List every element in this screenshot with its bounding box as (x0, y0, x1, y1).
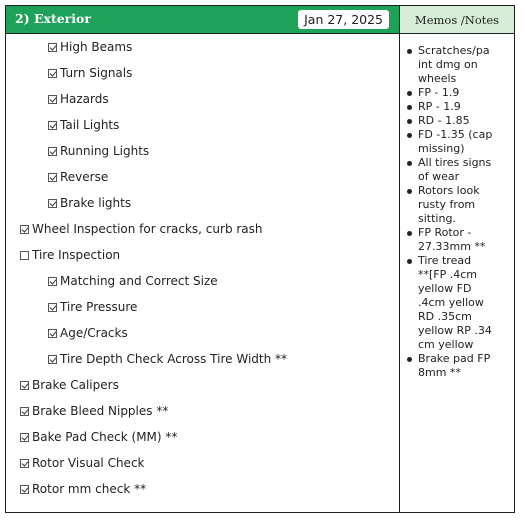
checklist-item-label: Tail Lights (60, 118, 120, 132)
note-line: Tire tread (418, 254, 472, 267)
note-line: int dmg on (418, 58, 478, 71)
checklist-item-label: Brake lights (60, 196, 132, 210)
note-line: FP Rotor - (418, 226, 472, 239)
checklist-item[interactable] (48, 40, 132, 54)
checked-checkbox[interactable] (48, 43, 57, 52)
note-item (418, 254, 510, 352)
note-line: of wear (418, 170, 460, 183)
checked-checkbox[interactable] (20, 381, 29, 390)
checklist-item[interactable] (48, 300, 137, 314)
memos-title: Memos /Notes (414, 12, 500, 27)
checklist-item[interactable] (20, 378, 119, 392)
checklist-item[interactable] (20, 222, 263, 236)
note-line: RP - 1.9 (418, 100, 461, 113)
note-line: cm yellow (418, 338, 474, 351)
checked-checkbox[interactable] (48, 173, 57, 182)
unchecked-checkbox[interactable] (20, 251, 29, 260)
checklist-item-label: Tire Depth Check Across Tire Width ** (60, 352, 288, 366)
note-line: FD -1.35 (cap (418, 128, 493, 141)
checked-checkbox[interactable] (48, 95, 57, 104)
checklist-item[interactable] (48, 118, 119, 132)
checked-checkbox[interactable] (20, 433, 29, 442)
checklist-item-label: Hazards (60, 92, 109, 106)
note-item (418, 100, 510, 114)
memos-header (400, 6, 514, 33)
note-item (418, 352, 510, 380)
checklist-item-label: Bake Pad Check (MM) ** (32, 430, 178, 444)
note-line: All tires signs (418, 156, 492, 169)
note-line: yellow RP .34 (418, 324, 492, 337)
checklist-item[interactable] (48, 144, 149, 158)
note-item (418, 86, 510, 100)
note-item (418, 226, 510, 254)
checklist-item[interactable] (20, 248, 120, 262)
section-header (6, 6, 400, 33)
checked-checkbox[interactable] (48, 199, 57, 208)
checked-checkbox[interactable] (48, 277, 57, 286)
checklist-item-label: Rotor Visual Check (32, 456, 145, 470)
checklist-item-label: Brake Bleed Nipples ** (32, 404, 169, 418)
checklist-item[interactable] (48, 326, 128, 340)
checklist-item[interactable] (48, 92, 109, 106)
note-line: sitting. (418, 212, 456, 225)
note-item (418, 156, 510, 184)
checklist-item-label: Running Lights (60, 144, 150, 158)
checklist-item[interactable] (20, 404, 168, 418)
checklist-item-label: Rotor mm check ** (32, 482, 147, 496)
checked-checkbox[interactable] (48, 329, 57, 338)
checklist-item[interactable] (48, 66, 132, 80)
notes-list (418, 44, 510, 380)
checklist-item-label: Turn Signals (60, 66, 133, 80)
checked-checkbox[interactable] (48, 147, 57, 156)
checklist-item-label: Tire Pressure (60, 300, 138, 314)
note-line: **[FP .4cm (418, 268, 478, 281)
checklist-item[interactable] (48, 274, 218, 288)
note-line: rusty from (418, 198, 476, 211)
checklist-column (6, 34, 400, 512)
note-line: wheels (418, 72, 457, 85)
checklist-item-label: Wheel Inspection for cracks, curb rash (32, 222, 263, 236)
note-line: FP - 1.9 (418, 86, 460, 99)
note-item (418, 114, 510, 128)
section-title: 2) Exterior (15, 11, 91, 26)
note-line: RD .35cm (418, 310, 472, 323)
checked-checkbox[interactable] (48, 69, 57, 78)
checked-checkbox[interactable] (48, 121, 57, 130)
notes-column (400, 34, 514, 512)
table-header (6, 6, 514, 34)
checked-checkbox[interactable] (20, 225, 29, 234)
note-line: Brake pad FP (418, 352, 491, 365)
checklist-item-label: Tire Inspection (32, 248, 121, 262)
note-line: Rotors look (418, 184, 480, 197)
checklist-item-label: Reverse (60, 170, 109, 184)
checklist-item-label: Brake Calipers (32, 378, 119, 392)
checked-checkbox[interactable] (48, 355, 57, 364)
checked-checkbox[interactable] (20, 459, 29, 468)
note-line: missing) (418, 142, 465, 155)
checked-checkbox[interactable] (20, 407, 29, 416)
note-line: 27.33mm ** (418, 240, 486, 253)
note-line: yellow FD (418, 282, 472, 295)
note-item (418, 44, 510, 86)
checklist-item[interactable] (48, 170, 108, 184)
date-chip[interactable]: Jan 27, 2025 (298, 10, 389, 29)
note-line: Scratches/pa (418, 44, 490, 57)
note-item (418, 128, 510, 156)
note-line: .4cm yellow (418, 296, 484, 309)
note-item (418, 184, 510, 226)
checklist-item[interactable] (20, 430, 177, 444)
checklist-item[interactable] (48, 196, 131, 210)
checklist-table (5, 5, 515, 513)
note-line: 8mm ** (418, 366, 461, 379)
note-line: RD - 1.85 (418, 114, 470, 127)
checklist-item[interactable] (48, 352, 287, 366)
checked-checkbox[interactable] (48, 303, 57, 312)
checklist-item-label: High Beams (60, 40, 133, 54)
checklist-item[interactable] (20, 482, 146, 496)
checklist-item[interactable] (20, 456, 145, 470)
checklist-item-label: Age/Cracks (60, 326, 128, 340)
checked-checkbox[interactable] (20, 485, 29, 494)
checklist-item-label: Matching and Correct Size (60, 274, 218, 288)
